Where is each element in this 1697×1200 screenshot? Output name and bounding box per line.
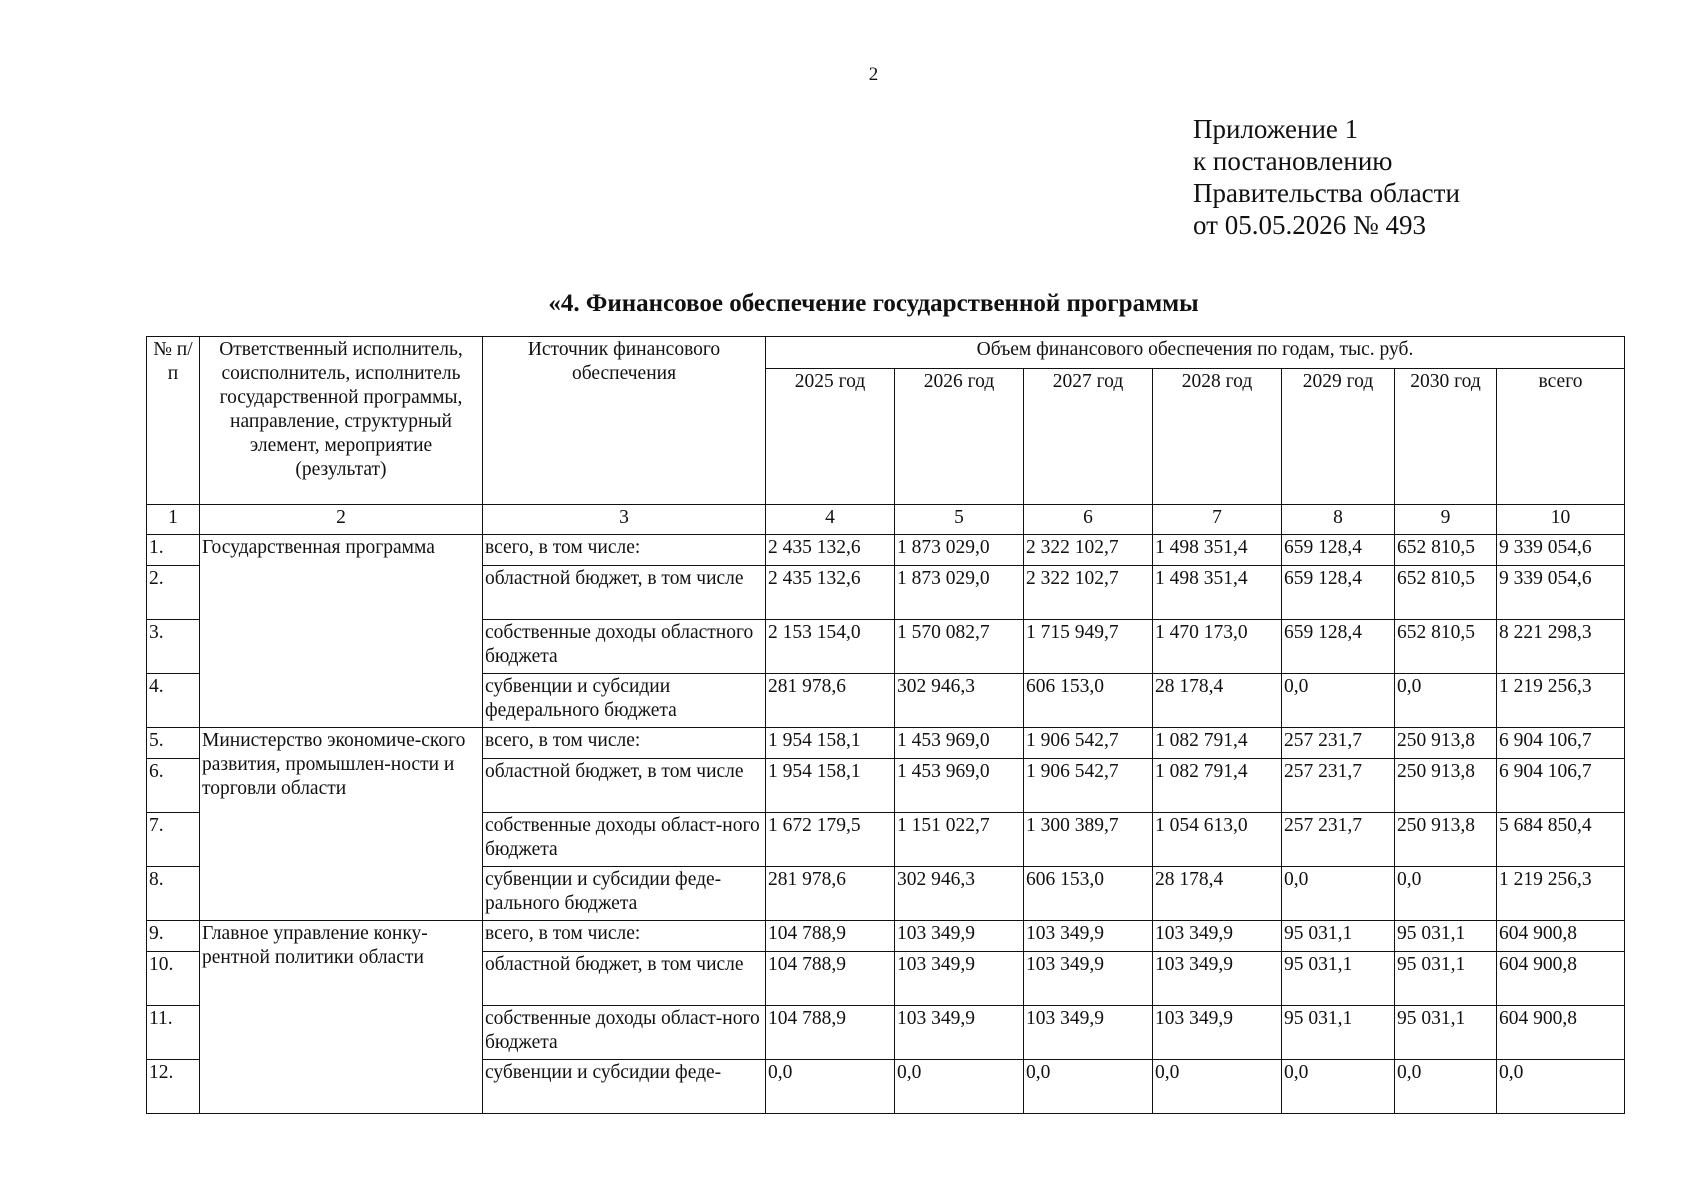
- table-row: [147, 728, 1625, 759]
- value-cell: 1 954 158,1: [766, 728, 895, 759]
- executor-cell: Министерство экономиче-ского развития, промышлен-ности и торговли области: [200, 728, 483, 921]
- value-cell: 95 031,1: [1395, 952, 1497, 1006]
- value-cell: 1 151 022,7: [895, 813, 1024, 867]
- column-number: 4: [766, 505, 895, 535]
- source-cell: субвенции и субсидии федерального бюджета: [483, 674, 766, 728]
- column-number-row: [147, 505, 1625, 535]
- column-number: 7: [1153, 505, 1282, 535]
- total-cell: 604 900,8: [1497, 952, 1625, 1006]
- value-cell: 659 128,4: [1282, 566, 1395, 620]
- source-cell: собственные доходы област-ного бюджета: [483, 813, 766, 867]
- value-cell: 103 349,9: [1024, 1006, 1153, 1060]
- value-cell: 2 322 102,7: [1024, 535, 1153, 566]
- total-cell: 5 684 850,4: [1497, 813, 1625, 867]
- value-cell: 1 453 969,0: [895, 759, 1024, 813]
- value-cell: 0,0: [1282, 1060, 1395, 1114]
- header-source: Источник финансового обеспечения: [483, 337, 766, 505]
- appendix-line-4: от 05.05.2026 № 493: [1193, 210, 1426, 240]
- total-cell: 604 900,8: [1497, 921, 1625, 952]
- value-cell: 1 873 029,0: [895, 535, 1024, 566]
- header-num: № п/п: [147, 337, 200, 505]
- value-cell: 0,0: [1153, 1060, 1282, 1114]
- value-cell: 103 349,9: [1024, 921, 1153, 952]
- header-volume: Объем финансового обеспечения по годам, тыс. руб.: [766, 337, 1625, 369]
- value-cell: 103 349,9: [895, 952, 1024, 1006]
- value-cell: 95 031,1: [1282, 952, 1395, 1006]
- value-cell: 0,0: [1395, 1060, 1497, 1114]
- value-cell: 28 178,4: [1153, 674, 1282, 728]
- value-cell: 95 031,1: [1395, 921, 1497, 952]
- value-cell: 1 453 969,0: [895, 728, 1024, 759]
- value-cell: 302 946,3: [895, 867, 1024, 921]
- source-cell: всего, в том числе:: [483, 728, 766, 759]
- value-cell: 1 906 542,7: [1024, 728, 1153, 759]
- row-number: 5.: [147, 728, 200, 759]
- page-number: 2: [868, 64, 879, 85]
- row-number: 7.: [147, 813, 200, 867]
- value-cell: 104 788,9: [766, 921, 895, 952]
- value-cell: 1 906 542,7: [1024, 759, 1153, 813]
- value-cell: 2 435 132,6: [766, 535, 895, 566]
- value-cell: 103 349,9: [895, 921, 1024, 952]
- source-cell: субвенции и субсидии феде-: [483, 1060, 766, 1114]
- source-cell: всего, в том числе:: [483, 535, 766, 566]
- value-cell: 0,0: [1395, 674, 1497, 728]
- header-row-1: [147, 337, 1625, 369]
- value-cell: 659 128,4: [1282, 535, 1395, 566]
- value-cell: 95 031,1: [1282, 921, 1395, 952]
- value-cell: 1 672 179,5: [766, 813, 895, 867]
- value-cell: 95 031,1: [1395, 1006, 1497, 1060]
- row-number: 10.: [147, 952, 200, 1006]
- value-cell: 1 715 949,7: [1024, 620, 1153, 674]
- value-cell: 1 570 082,7: [895, 620, 1024, 674]
- value-cell: 281 978,6: [766, 674, 895, 728]
- total-cell: 6 904 106,7: [1497, 728, 1625, 759]
- value-cell: 250 913,8: [1395, 728, 1497, 759]
- total-cell: 8 221 298,3: [1497, 620, 1625, 674]
- source-cell: областной бюджет, в том числе: [483, 952, 766, 1006]
- value-cell: 2 435 132,6: [766, 566, 895, 620]
- value-cell: 103 349,9: [1153, 921, 1282, 952]
- executor-cell: Главное управление конку-рентной политики области: [200, 921, 483, 1114]
- value-cell: 250 913,8: [1395, 813, 1497, 867]
- value-cell: 103 349,9: [1024, 952, 1153, 1006]
- row-number: 9.: [147, 921, 200, 952]
- value-cell: 302 946,3: [895, 674, 1024, 728]
- value-cell: 1 054 613,0: [1153, 813, 1282, 867]
- value-cell: 1 082 791,4: [1153, 728, 1282, 759]
- value-cell: 1 498 351,4: [1153, 566, 1282, 620]
- source-cell: субвенции и субсидии феде-рального бюджета: [483, 867, 766, 921]
- value-cell: 104 788,9: [766, 952, 895, 1006]
- column-number: 6: [1024, 505, 1153, 535]
- row-number: 1.: [147, 535, 200, 566]
- value-cell: 652 810,5: [1395, 620, 1497, 674]
- section-title: «4. Финансовое обеспечение государственной программы: [548, 290, 1199, 317]
- column-number: 10: [1497, 505, 1625, 535]
- value-cell: 281 978,6: [766, 867, 895, 921]
- value-cell: 257 231,7: [1282, 728, 1395, 759]
- value-cell: 0,0: [1024, 1060, 1153, 1114]
- source-cell: собственные доходы областного бюджета: [483, 620, 766, 674]
- total-cell: 6 904 106,7: [1497, 759, 1625, 813]
- header-year: 2025 год: [766, 369, 895, 505]
- row-number: 3.: [147, 620, 200, 674]
- table-row: [147, 535, 1625, 566]
- value-cell: 1 873 029,0: [895, 566, 1024, 620]
- value-cell: 1 498 351,4: [1153, 535, 1282, 566]
- value-cell: 0,0: [895, 1060, 1024, 1114]
- appendix-block: [1193, 113, 1460, 241]
- value-cell: 652 810,5: [1395, 566, 1497, 620]
- appendix-line-1: Приложение 1: [1193, 114, 1359, 144]
- value-cell: 257 231,7: [1282, 759, 1395, 813]
- header-year: 2026 год: [895, 369, 1024, 505]
- appendix-line-2: к постановлению: [1193, 146, 1393, 176]
- value-cell: 606 153,0: [1024, 674, 1153, 728]
- total-cell: 604 900,8: [1497, 1006, 1625, 1060]
- value-cell: 1 300 389,7: [1024, 813, 1153, 867]
- value-cell: 659 128,4: [1282, 620, 1395, 674]
- source-cell: всего, в том числе:: [483, 921, 766, 952]
- table-row: [147, 921, 1625, 952]
- value-cell: 0,0: [766, 1060, 895, 1114]
- column-number: 1: [147, 505, 200, 535]
- column-number: 2: [200, 505, 483, 535]
- column-number: 5: [895, 505, 1024, 535]
- column-number: 8: [1282, 505, 1395, 535]
- value-cell: 0,0: [1395, 867, 1497, 921]
- value-cell: 652 810,5: [1395, 535, 1497, 566]
- header-total: всего: [1497, 369, 1625, 505]
- row-number: 4.: [147, 674, 200, 728]
- header-year: 2029 год: [1282, 369, 1395, 505]
- column-number: 9: [1395, 505, 1497, 535]
- total-cell: 1 219 256,3: [1497, 867, 1625, 921]
- appendix-line-3: Правительства области: [1193, 178, 1460, 208]
- total-cell: 1 219 256,3: [1497, 674, 1625, 728]
- value-cell: 95 031,1: [1282, 1006, 1395, 1060]
- value-cell: 1 470 173,0: [1153, 620, 1282, 674]
- value-cell: 103 349,9: [895, 1006, 1024, 1060]
- header-executor: Ответственный исполнитель, соисполнитель, исполнитель государственной программы, направление, структурный элемент, мероприятие (результат): [200, 337, 483, 505]
- value-cell: 103 349,9: [1153, 952, 1282, 1006]
- value-cell: 257 231,7: [1282, 813, 1395, 867]
- column-number: 3: [483, 505, 766, 535]
- header-year: 2028 год: [1153, 369, 1282, 505]
- value-cell: 0,0: [1282, 867, 1395, 921]
- value-cell: 28 178,4: [1153, 867, 1282, 921]
- row-number: 2.: [147, 566, 200, 620]
- row-number: 11.: [147, 1006, 200, 1060]
- total-cell: 9 339 054,6: [1497, 535, 1625, 566]
- executor-cell: Государственная программа: [200, 535, 483, 728]
- header-year: 2027 год: [1024, 369, 1153, 505]
- financing-table: [146, 336, 1625, 1114]
- value-cell: 606 153,0: [1024, 867, 1153, 921]
- total-cell: 0,0: [1497, 1060, 1625, 1114]
- value-cell: 103 349,9: [1153, 1006, 1282, 1060]
- value-cell: 2 322 102,7: [1024, 566, 1153, 620]
- total-cell: 9 339 054,6: [1497, 566, 1625, 620]
- source-cell: собственные доходы област-ного бюджета: [483, 1006, 766, 1060]
- row-number: 12.: [147, 1060, 200, 1114]
- row-number: 6.: [147, 759, 200, 813]
- value-cell: 1 954 158,1: [766, 759, 895, 813]
- row-number: 8.: [147, 867, 200, 921]
- value-cell: 250 913,8: [1395, 759, 1497, 813]
- value-cell: 1 082 791,4: [1153, 759, 1282, 813]
- header-year: 2030 год: [1395, 369, 1497, 505]
- value-cell: 0,0: [1282, 674, 1395, 728]
- value-cell: 2 153 154,0: [766, 620, 895, 674]
- source-cell: областной бюджет, в том числе: [483, 566, 766, 620]
- source-cell: областной бюджет, в том числе: [483, 759, 766, 813]
- value-cell: 104 788,9: [766, 1006, 895, 1060]
